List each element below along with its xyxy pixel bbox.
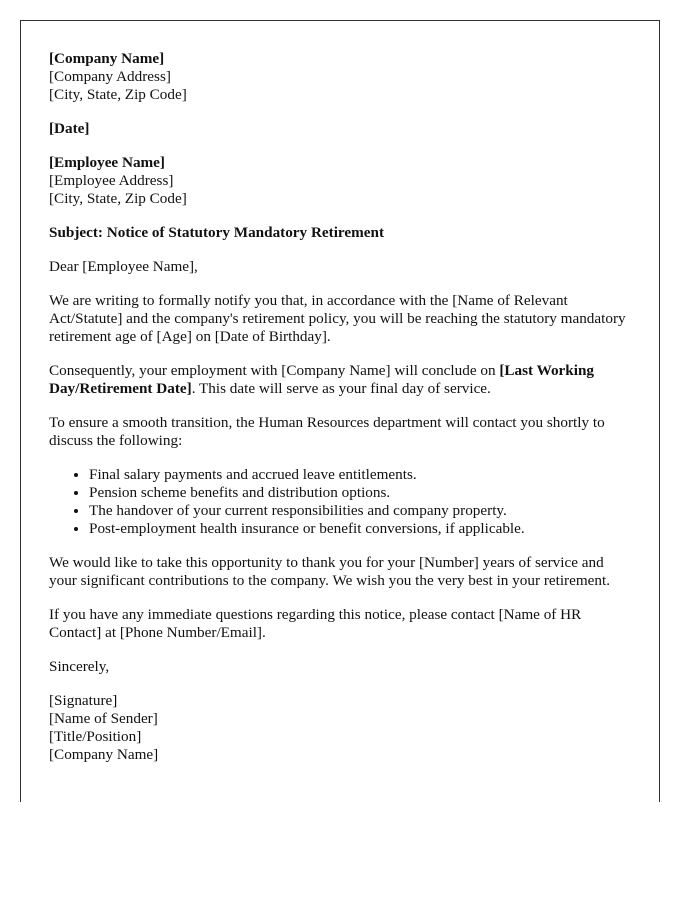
list-item: • The handover of your current responsibilities and company property. — [89, 502, 629, 520]
list-item: • Post-employment health insurance or benefit conversions, if applicable. — [89, 520, 629, 538]
last-working-day: [Last Working Day/Retirement Date] — [49, 362, 595, 397]
recipient-address-block — [49, 154, 629, 208]
letter-date: [Date] — [49, 120, 90, 137]
paragraph-text: . This date will serve as your final day of service. — [191, 380, 491, 397]
subject-line: Subject: Notice of Statutory Mandatory Retirement — [49, 224, 385, 241]
recipient-city-state-zip: [City, State, Zip Code] — [49, 190, 187, 207]
list-item: • Pension scheme benefits and distribution options. — [89, 484, 629, 502]
sender-city-state-zip: [City, State, Zip Code] — [49, 86, 187, 103]
paragraph-thanks: We would like to take this opportunity to thank you for your [Number] years of service and your significant contributions to the company. We wish you the very best in your retirement. — [49, 554, 611, 589]
sender-company-name: [Company Name] — [49, 50, 165, 67]
sender-title: [Title/Position] — [49, 728, 142, 745]
paragraph-conclusion-date — [49, 362, 629, 398]
signature: [Signature] — [49, 692, 118, 709]
signature-block — [49, 692, 629, 764]
date-block — [49, 120, 629, 138]
sender-company: [Company Name] — [49, 746, 159, 763]
letter-page — [20, 20, 660, 802]
paragraph-transition: To ensure a smooth transition, the Human Resources department will contact you shortly to discuss the following: — [49, 414, 605, 449]
closing: Sincerely, — [49, 658, 110, 675]
discussion-list — [49, 466, 629, 538]
recipient-employee-address: [Employee Address] — [49, 172, 174, 189]
salutation: Dear [Employee Name], — [49, 258, 198, 275]
sender-name: [Name of Sender] — [49, 710, 158, 727]
sender-company-address: [Company Address] — [49, 68, 171, 85]
paragraph-notification: We are writing to formally notify you that, in accordance with the [Name of Relevant Act/Statute] and the company's retirement policy, you will be reaching the statutory mandatory retirement age of [Age] on [Date of Birthday]. — [49, 292, 626, 345]
recipient-employee-name: [Employee Name] — [49, 154, 165, 171]
sender-address-block — [49, 50, 629, 104]
letter-content — [49, 50, 629, 780]
list-item: • Final salary payments and accrued leave entitlements. — [89, 466, 629, 484]
paragraph-text: Consequently, your employment with [Company Name] will conclude on — [49, 362, 500, 379]
paragraph-contact: If you have any immediate questions regarding this notice, please contact [Name of HR Contact] at [Phone Number/Email]. — [49, 606, 582, 641]
